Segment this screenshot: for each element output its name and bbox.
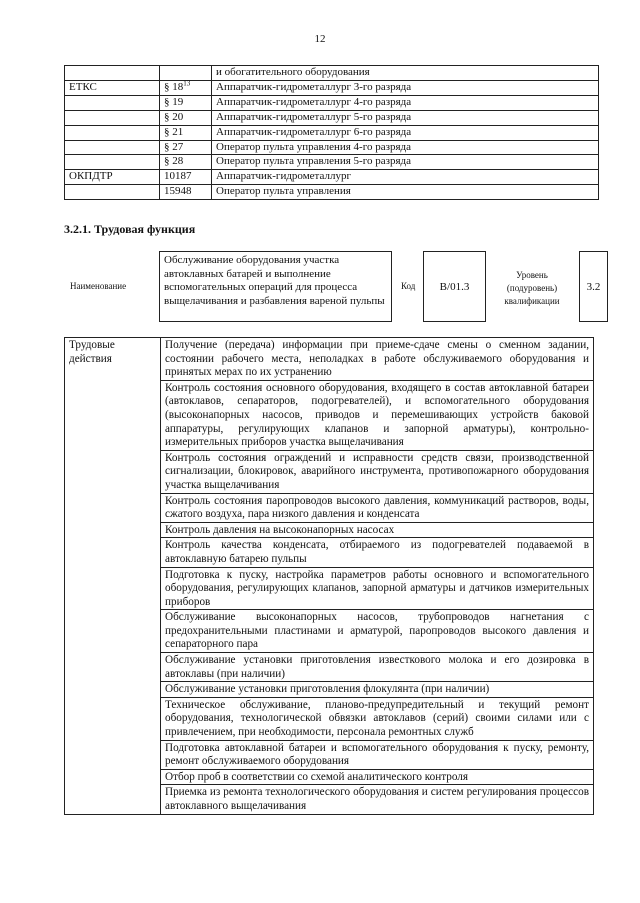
labor-action-item: Обслуживание установки приготовления флокулянта (при наличии) — [161, 682, 594, 698]
registry-entry-number-text: § 28 — [164, 155, 184, 168]
labor-actions-label: Трудовые действия — [65, 338, 161, 815]
registry-entry-number — [160, 170, 212, 185]
registry-entry-number — [160, 185, 212, 200]
registry-row — [65, 95, 599, 110]
registry-occupation-name: Аппаратчик-гидрометаллург 3-го разряда — [212, 80, 599, 95]
registry-entry-number — [160, 110, 212, 125]
qualification-level-label: Уровень (подуровень) квалификации — [504, 270, 560, 306]
footnote-marker: 13 — [183, 79, 191, 88]
registry-row — [65, 185, 599, 200]
function-name-box: Обслуживание оборудования участка автоклавных батарей и выполнение вспомогательных операций для процесса выщелачивания и разбавления вареной пульпы — [159, 251, 392, 322]
name-label: Наименование — [70, 281, 127, 291]
registry-entry-number-text: § 19 — [164, 95, 184, 108]
labor-action-item: Контроль состояния паропроводов высокого давления, коммуникаций растворов, воды, сжатого воздуха, пара низкого давления и конденсата — [161, 493, 594, 522]
labor-action-row — [65, 338, 594, 381]
page-number: 12 — [314, 33, 326, 45]
registry-document-code — [65, 66, 160, 81]
labor-action-item: Подготовка к пуску, настройка параметров работы основного и вспомогательного оборудования, регулирующих клапанов, запорной арматуры и датчиков измерительных приборов — [161, 567, 594, 610]
registry-document-code — [65, 95, 160, 110]
registry-occupation-name: Оператор пульта управления 5-го разряда — [212, 155, 599, 170]
registry-occupation-name: Аппаратчик-гидрометаллург 4-го разряда — [212, 95, 599, 110]
registry-entry-number — [160, 66, 212, 81]
labor-action-item: Контроль качества конденсата, отбираемого из подогревателей подаваемой в автоклавную батарею пульпы — [161, 538, 594, 567]
labor-action-item: Подготовка автоклавной батареи и вспомогательного оборудования к пуску, ремонту, ремонт обслуживаемого оборудования — [161, 740, 594, 769]
function-code-box: В/01.3 — [423, 251, 486, 322]
code-label: Код — [401, 281, 416, 291]
labor-action-item: Обслуживание установки приготовления известкового молока и его дозировка в автоклавы (при наличии) — [161, 653, 594, 682]
registry-row — [65, 140, 599, 155]
registry-row — [65, 170, 599, 185]
labor-action-item: Получение (передача) информации при приеме-сдаче смены о сменном задании, состоянии рабочего места, неполадках в работе обслуживаемого оборудования и принятых мерах по их устранению — [161, 338, 594, 381]
registry-entry-number — [160, 80, 212, 95]
registry-occupation-name: Аппаратчик-гидрометаллург 6-го разряда — [212, 125, 599, 140]
registry-document-code: ОКПДТР — [65, 170, 160, 185]
registry-occupation-name: и обогатительного оборудования — [212, 66, 599, 81]
registry-occupation-name: Оператор пульта управления — [212, 185, 599, 200]
labor-action-item: Контроль давления на высоконапорных насосах — [161, 522, 594, 538]
registry-entry-number — [160, 125, 212, 140]
labor-action-item: Контроль состояния основного оборудования, входящего в состав автоклавной батареи (автоклавов, сепараторов, подогревателей), и вспомогательного оборудования (высоконапорных насосов, приводов и перемешивающих устройств баковой аппаратуры, регулирующих клапанов и запорной арматуры), контрольно-измерительных приборов участка выщелачивания — [161, 380, 594, 450]
registry-row — [65, 80, 599, 95]
registry-document-code — [65, 185, 160, 200]
registry-row — [65, 125, 599, 140]
registry-document-code — [65, 140, 160, 155]
labor-action-item: Приемка из ремонта технологического оборудования и систем регулирования процессов автоклавного выщелачивания — [161, 785, 594, 814]
registry-entry-number — [160, 155, 212, 170]
qualification-level-box: 3.2 — [579, 251, 608, 322]
labor-action-item: Техническое обслуживание, планово-предупредительный и текущий ремонт оборудования, технологической обвязки автоклавов (серий) своими силами или с привлечением, при необходимости, персонала ремонтных служб — [161, 697, 594, 740]
registry-document-code — [65, 110, 160, 125]
qualification-registry-table — [64, 65, 599, 200]
registry-document-code: ЕТКС — [65, 80, 160, 95]
labor-action-item: Обслуживание высоконапорных насосов, трубопроводов нагнетания с предохранительными пластинами и арматурой, паропроводов высокого давления и сепараторного пара — [161, 610, 594, 653]
registry-row — [65, 66, 599, 81]
registry-entry-number-text: 15948 — [164, 185, 192, 198]
registry-document-code — [65, 155, 160, 170]
registry-entry-number-text: § 20 — [164, 110, 184, 123]
section-heading: 3.2.1. Трудовая функция — [64, 222, 196, 236]
registry-entry-number-text: § 18 — [164, 80, 184, 93]
registry-entry-number-text: 10187 — [164, 170, 192, 183]
registry-occupation-name: Аппаратчик-гидрометаллург 5-го разряда — [212, 110, 599, 125]
labor-action-item: Отбор проб в соответствии со схемой аналитического контроля — [161, 769, 594, 785]
registry-occupation-name: Аппаратчик-гидрометаллург — [212, 170, 599, 185]
registry-occupation-name: Оператор пульта управления 4-го разряда — [212, 140, 599, 155]
registry-row — [65, 155, 599, 170]
labor-action-item: Контроль состояния ограждений и исправности средств связи, производственной сигнализации, блокировок, аварийного инструмента, противопожарного оборудования участка выщелачивания — [161, 450, 594, 493]
registry-entry-number — [160, 95, 212, 110]
registry-entry-number-text: § 27 — [164, 140, 184, 153]
registry-entry-number — [160, 140, 212, 155]
labor-actions-table — [64, 337, 594, 815]
registry-entry-number-text: § 21 — [164, 125, 184, 138]
registry-document-code — [65, 125, 160, 140]
registry-row — [65, 110, 599, 125]
